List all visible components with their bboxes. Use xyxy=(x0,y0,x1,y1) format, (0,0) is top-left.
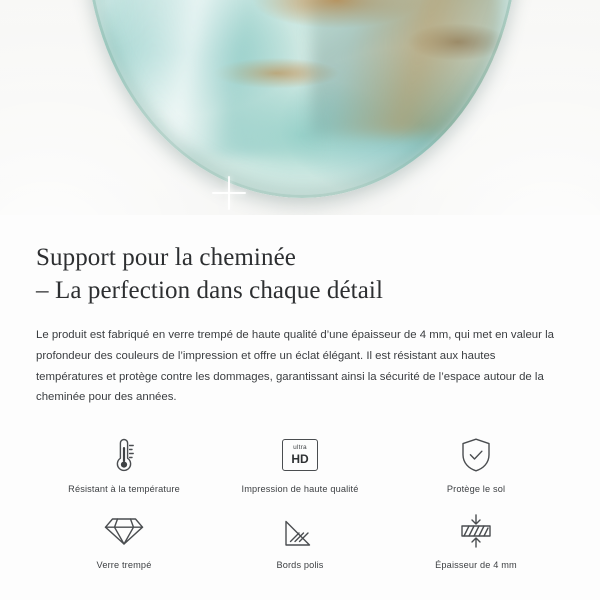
thermometer-icon xyxy=(110,434,138,476)
feature-item-thickness xyxy=(388,510,564,570)
feature-item-polished-edges xyxy=(212,510,388,570)
diamond-icon xyxy=(103,510,145,552)
feature-grid xyxy=(36,434,564,570)
feature-item-temperature xyxy=(36,434,212,494)
page-title xyxy=(36,241,564,307)
headline-line-1: Support pour la cheminée xyxy=(36,244,296,271)
feature-label: Épaisseur de 4 mm xyxy=(435,560,517,570)
feature-label: Verre trempé xyxy=(96,560,152,570)
description-paragraph: Le produit est fabriqué en verre trempé de haute qualité d’une épaisseur de 4 mm, qui met en valeur la profondeur des couleurs de l’impression et offre un éclat élégant. Il est résistant aux hautes températures et protège contre les dommages, garantissant ainsi la sécurité de l’espace autour de la cheminée pour des années. xyxy=(36,329,554,404)
feature-item-print-quality xyxy=(212,434,388,494)
hero-image xyxy=(0,0,600,215)
shield-check-icon xyxy=(459,434,493,476)
ultra-hd-badge-top: ultra xyxy=(293,444,307,452)
feature-label: Bords polis xyxy=(276,560,324,570)
headline-line-2: – La perfection dans chaque détail xyxy=(36,277,383,304)
feature-label: Impression de haute qualité xyxy=(241,484,359,494)
ultra-hd-icon xyxy=(282,434,318,476)
feature-label: Résistant à la température xyxy=(68,484,180,494)
polished-edges-icon xyxy=(283,510,317,552)
sparkle-icon xyxy=(212,176,246,210)
feature-label: Protège le sol xyxy=(446,484,506,494)
feature-item-tempered-glass xyxy=(36,510,212,570)
feature-item-floor-protection xyxy=(388,434,564,494)
ultra-hd-badge-bottom: HD xyxy=(291,451,309,466)
thickness-arrows-icon xyxy=(456,510,496,552)
glass-gloss-highlight xyxy=(86,0,345,42)
content-area xyxy=(0,241,600,570)
